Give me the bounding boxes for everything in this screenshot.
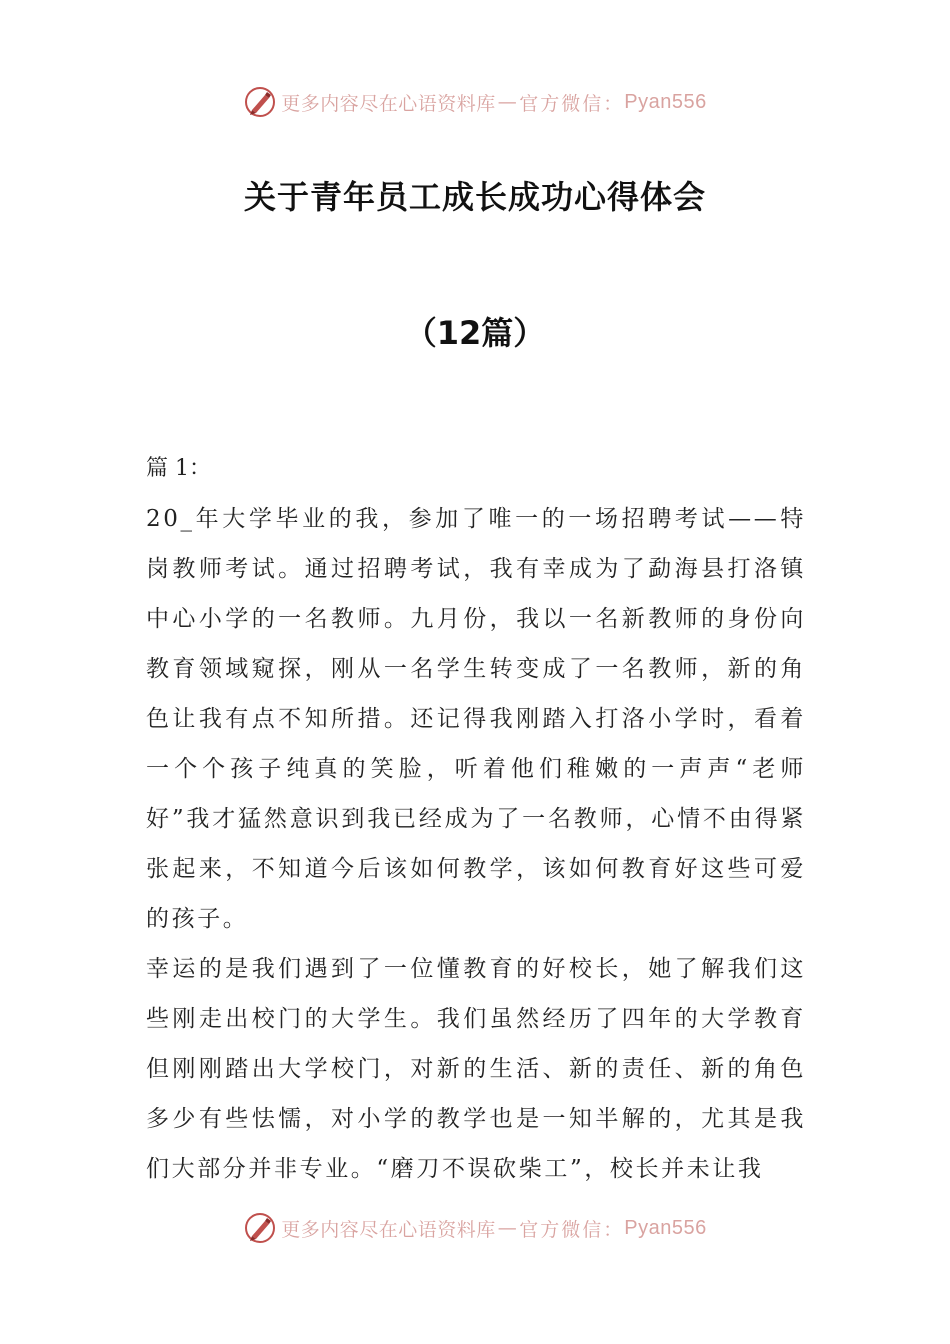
watermark-separator: — bbox=[497, 1217, 518, 1239]
watermark-separator: — bbox=[497, 91, 518, 113]
watermark-label: 官方微信： bbox=[519, 1218, 625, 1241]
paragraph-2: 幸运的是我们遇到了一位懂教育的好校长，她了解我们这些刚走出校门的大学生。我们虽然经历了四年的大学教育但刚刚踏出大学校门，对新的生活、新的责任、新的角色多少有些怯懦，对小学的教学也是一知半解的，尤其是我们大部分并非专业。“磨刀不误砍柴工”，校长并未让我 bbox=[146, 956, 806, 1182]
watermark-footer bbox=[0, 1208, 950, 1248]
document-body bbox=[146, 444, 806, 1194]
watermark-label: 官方微信： bbox=[519, 92, 625, 115]
watermark-header bbox=[0, 82, 950, 122]
document-subtitle: （12篇） bbox=[404, 314, 546, 352]
watermark-id: Pyan556 bbox=[624, 1216, 707, 1239]
pen-logo-icon bbox=[243, 85, 277, 119]
watermark-text: 更多内容尽在心语资料库 bbox=[281, 1218, 496, 1241]
watermark-text: 更多内容尽在心语资料库 bbox=[281, 92, 496, 115]
watermark-id: Pyan556 bbox=[624, 90, 707, 113]
pen-logo-icon bbox=[243, 1211, 277, 1245]
document-title: 关于青年员工成长成功心得体会 bbox=[243, 178, 706, 216]
section-heading: 篇 1： bbox=[146, 456, 211, 481]
paragraph-1: 20_年大学毕业的我，参加了唯一的一场招聘考试——特岗教师考试。通过招聘考试，我有幸成为了勐海县打洛镇中心小学的一名教师。九月份，我以一名新教师的身份向教育领域窥探，刚从一名学生转变成了一名教师，新的角色让我有点不知所措。还记得我刚踏入打洛小学时，看着一个个孩子纯真的笑脸，听着他们稚嫩的一声声“老师好”我才猛然意识到我已经成为了一名教师，心情不由得紧张起来，不知道今后该如何教学，该如何教育好这些可爱的孩子。 bbox=[146, 506, 806, 932]
